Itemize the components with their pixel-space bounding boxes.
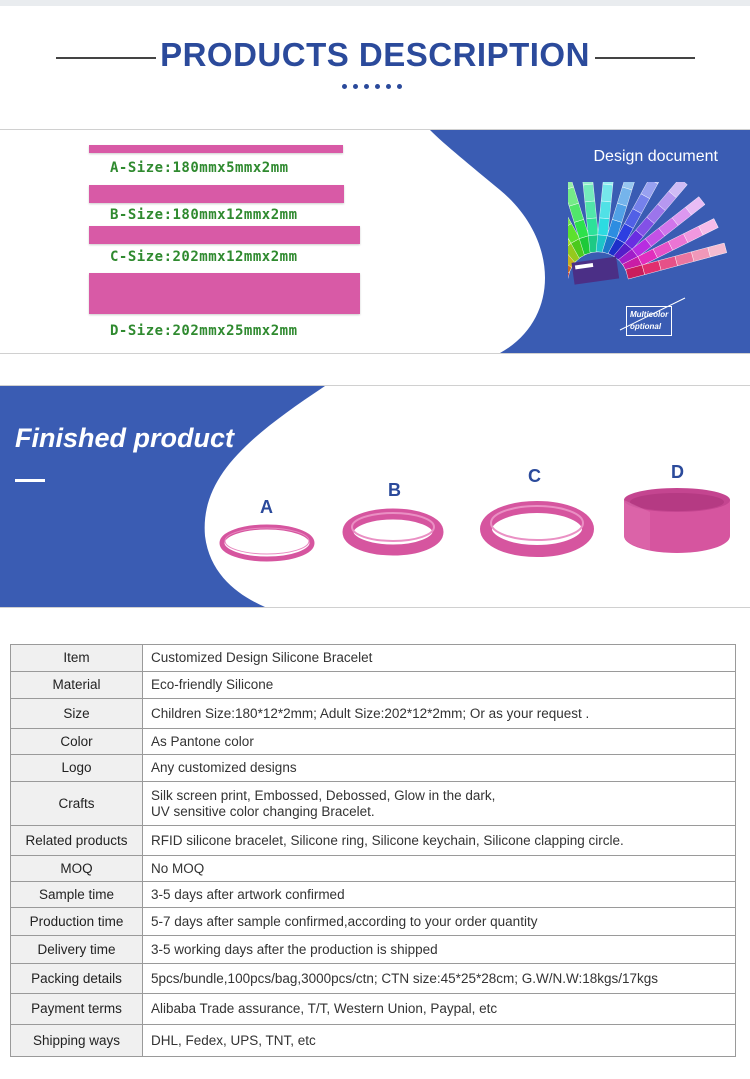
spec-value-line: Silk screen print, Embossed, Debossed, Glow in the dark,	[151, 787, 496, 803]
table-row	[11, 1025, 736, 1057]
size-label-b: B-Size:180mmx12mmx2mm	[110, 207, 298, 223]
strip-c	[89, 226, 360, 244]
band-letter-a: A	[260, 497, 273, 517]
spec-key: Item	[11, 645, 143, 672]
band-letter-c: C	[528, 466, 541, 486]
spec-key: MOQ	[11, 856, 143, 882]
multicolor-text: Multicolor	[630, 310, 669, 319]
finished-product-title: Finished product	[15, 423, 234, 453]
bracelet-d	[624, 488, 730, 553]
strip-a	[89, 145, 343, 153]
band-letter-b: B	[388, 480, 401, 500]
spec-key: Delivery time	[11, 936, 143, 964]
page-title: PRODUCTS DESCRIPTION	[160, 36, 590, 73]
table-row	[11, 755, 736, 782]
bracelets-illustration	[210, 486, 750, 576]
size-label-d: D-Size:202mmx25mmx2mm	[110, 323, 298, 339]
spec-key: Material	[11, 672, 143, 699]
title-line-left	[56, 57, 156, 59]
spec-value: Customized Design Silicone Bracelet	[143, 645, 736, 672]
spec-value: 3-5 working days after the production is shipped	[143, 936, 736, 964]
table-row	[11, 782, 736, 826]
spec-value: Children Size:180*12*2mm; Adult Size:202*12*2mm; Or as your request .	[143, 699, 736, 729]
spec-value: As Pantone color	[143, 729, 736, 755]
finished-dash	[15, 479, 45, 482]
spec-value	[143, 782, 736, 826]
spec-key: Production time	[11, 908, 143, 936]
spec-key: Related products	[11, 826, 143, 856]
spec-key: Size	[11, 699, 143, 729]
title-dots	[342, 84, 402, 89]
bracelet-c	[486, 506, 588, 551]
spec-key: Payment terms	[11, 994, 143, 1025]
size-label-a: A-Size:180mmx5mmx2mm	[110, 160, 289, 176]
strip-b	[89, 185, 344, 203]
top-strip	[0, 0, 750, 6]
table-row	[11, 826, 736, 856]
spec-value: DHL, Fedex, UPS, TNT, etc	[143, 1025, 736, 1057]
multicolor-badge	[626, 306, 672, 336]
title-line-right	[595, 57, 695, 59]
spec-value: Eco-friendly Silicone	[143, 672, 736, 699]
bracelet-a	[222, 527, 312, 559]
spec-key: Color	[11, 729, 143, 755]
table-row	[11, 699, 736, 729]
table-row	[11, 994, 736, 1025]
spec-key: Crafts	[11, 782, 143, 826]
finished-panel	[0, 385, 750, 608]
spec-value: Alibaba Trade assurance, T/T, Western Union, Paypal, etc	[143, 994, 736, 1025]
spec-value: 5-7 days after sample confirmed,according to your order quantity	[143, 908, 736, 936]
spec-key: Logo	[11, 755, 143, 782]
spec-key: Shipping ways	[11, 1025, 143, 1057]
spec-value: No MOQ	[143, 856, 736, 882]
spec-value: Any customized designs	[143, 755, 736, 782]
spec-table	[10, 644, 736, 1057]
spec-key: Sample time	[11, 882, 143, 908]
color-fan-image	[568, 182, 738, 307]
spec-value: 3-5 days after artwork confirmed	[143, 882, 736, 908]
table-row	[11, 964, 736, 994]
table-row	[11, 856, 736, 882]
design-document-title: Design document	[593, 148, 718, 165]
spec-value: RFID silicone bracelet, Silicone ring, Silicone keychain, Silicone clapping circle.	[143, 826, 736, 856]
table-row	[11, 729, 736, 755]
table-row	[11, 882, 736, 908]
table-row	[11, 645, 736, 672]
spec-value: 5pcs/bundle,100pcs/bag,3000pcs/ctn; CTN size:45*25*28cm; G.W/N.W:18kgs/17kgs	[143, 964, 736, 994]
table-row	[11, 908, 736, 936]
band-letter-d: D	[671, 462, 684, 482]
size-panel	[0, 129, 750, 354]
spec-key: Packing details	[11, 964, 143, 994]
table-row	[11, 936, 736, 964]
bracelet-b	[348, 513, 438, 550]
size-label-c: C-Size:202mmx12mmx2mm	[110, 249, 298, 265]
spec-value-line: UV sensitive color changing Bracelet.	[151, 803, 375, 819]
table-row	[11, 672, 736, 699]
strip-d	[89, 273, 360, 314]
optional-text: optional	[630, 322, 662, 331]
